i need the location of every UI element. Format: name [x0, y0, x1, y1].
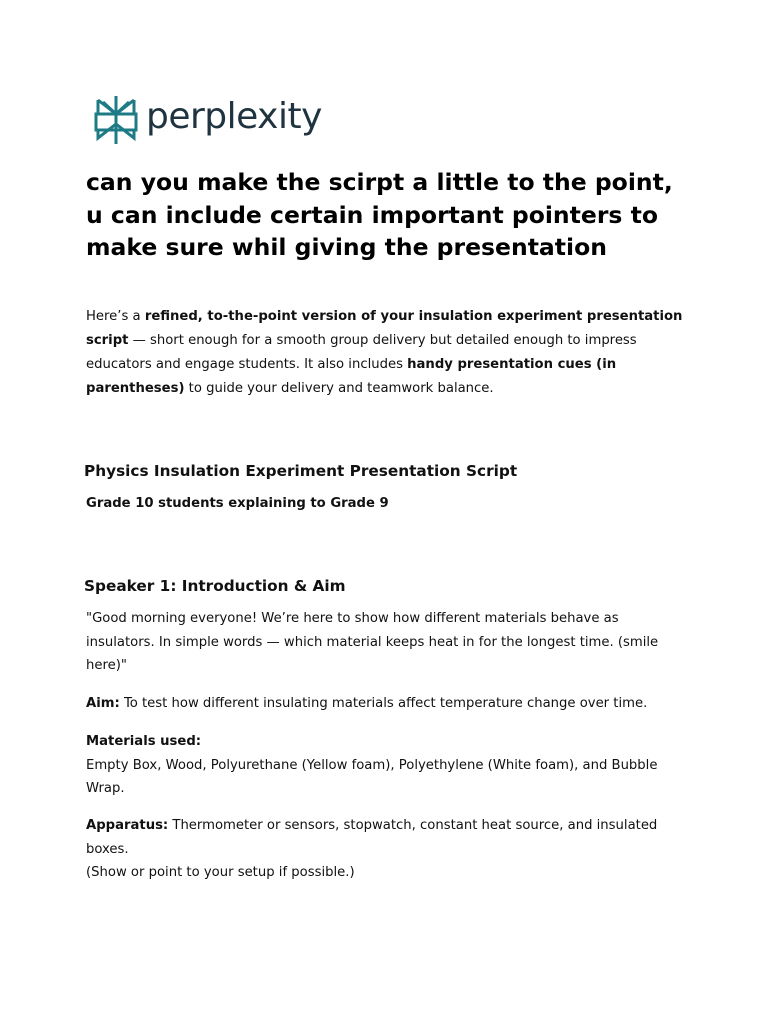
- perplexity-logo: [94, 93, 322, 147]
- script-subtitle: Grade 10 students explaining to Grade 9: [86, 496, 389, 511]
- aim-text: To test how different insulating materials affect temperature change over time.: [119, 696, 648, 711]
- apparatus-text: Thermometer or sensors, stopwatch, constant heat source, and insulated boxes.: [86, 818, 658, 857]
- apparatus-label: Apparatus:: [86, 818, 169, 833]
- intro-text-2: — short enough for a smooth group delivery but detailed enough to impress educators and engage students. It also includes: [86, 333, 637, 372]
- speaker-1-heading: Speaker 1: Introduction & Aim: [84, 577, 346, 595]
- aim-paragraph: [86, 692, 690, 716]
- intro-bold-1: refined, to-the-point version of your insulation experiment presentation script: [86, 309, 683, 348]
- script-title: Physics Insulation Experiment Presentation Script: [84, 462, 518, 480]
- intro-text-1: Here’s a: [86, 309, 145, 324]
- perplexity-wordmark: perplexity: [146, 96, 322, 137]
- intro-text-3: to guide your delivery and teamwork balance.: [184, 381, 494, 396]
- materials-paragraph: [86, 730, 690, 801]
- speaker-1-quote: "Good morning everyone! We’re here to show how different materials behave as insulators. In simple words — which material keeps heat in for the longest time. (smile here)": [86, 611, 659, 673]
- apparatus-paragraph: [86, 814, 690, 885]
- perplexity-logo-icon: [94, 94, 138, 146]
- materials-label: Materials used:: [86, 734, 202, 749]
- answer-intro: [86, 305, 690, 401]
- apparatus-cue: (Show or point to your setup if possible.): [86, 865, 355, 880]
- materials-text: Empty Box, Wood, Polyurethane (Yellow foam), Polyethylene (White foam), and Bubble Wrap.: [86, 757, 658, 796]
- aim-label: Aim:: [86, 696, 120, 711]
- user-query-heading: can you make the scirpt a little to the point, u can include certain important pointers to make sure whil giving the presentation: [86, 168, 673, 261]
- intro-bold-2: handy presentation cues (in parentheses): [86, 357, 617, 396]
